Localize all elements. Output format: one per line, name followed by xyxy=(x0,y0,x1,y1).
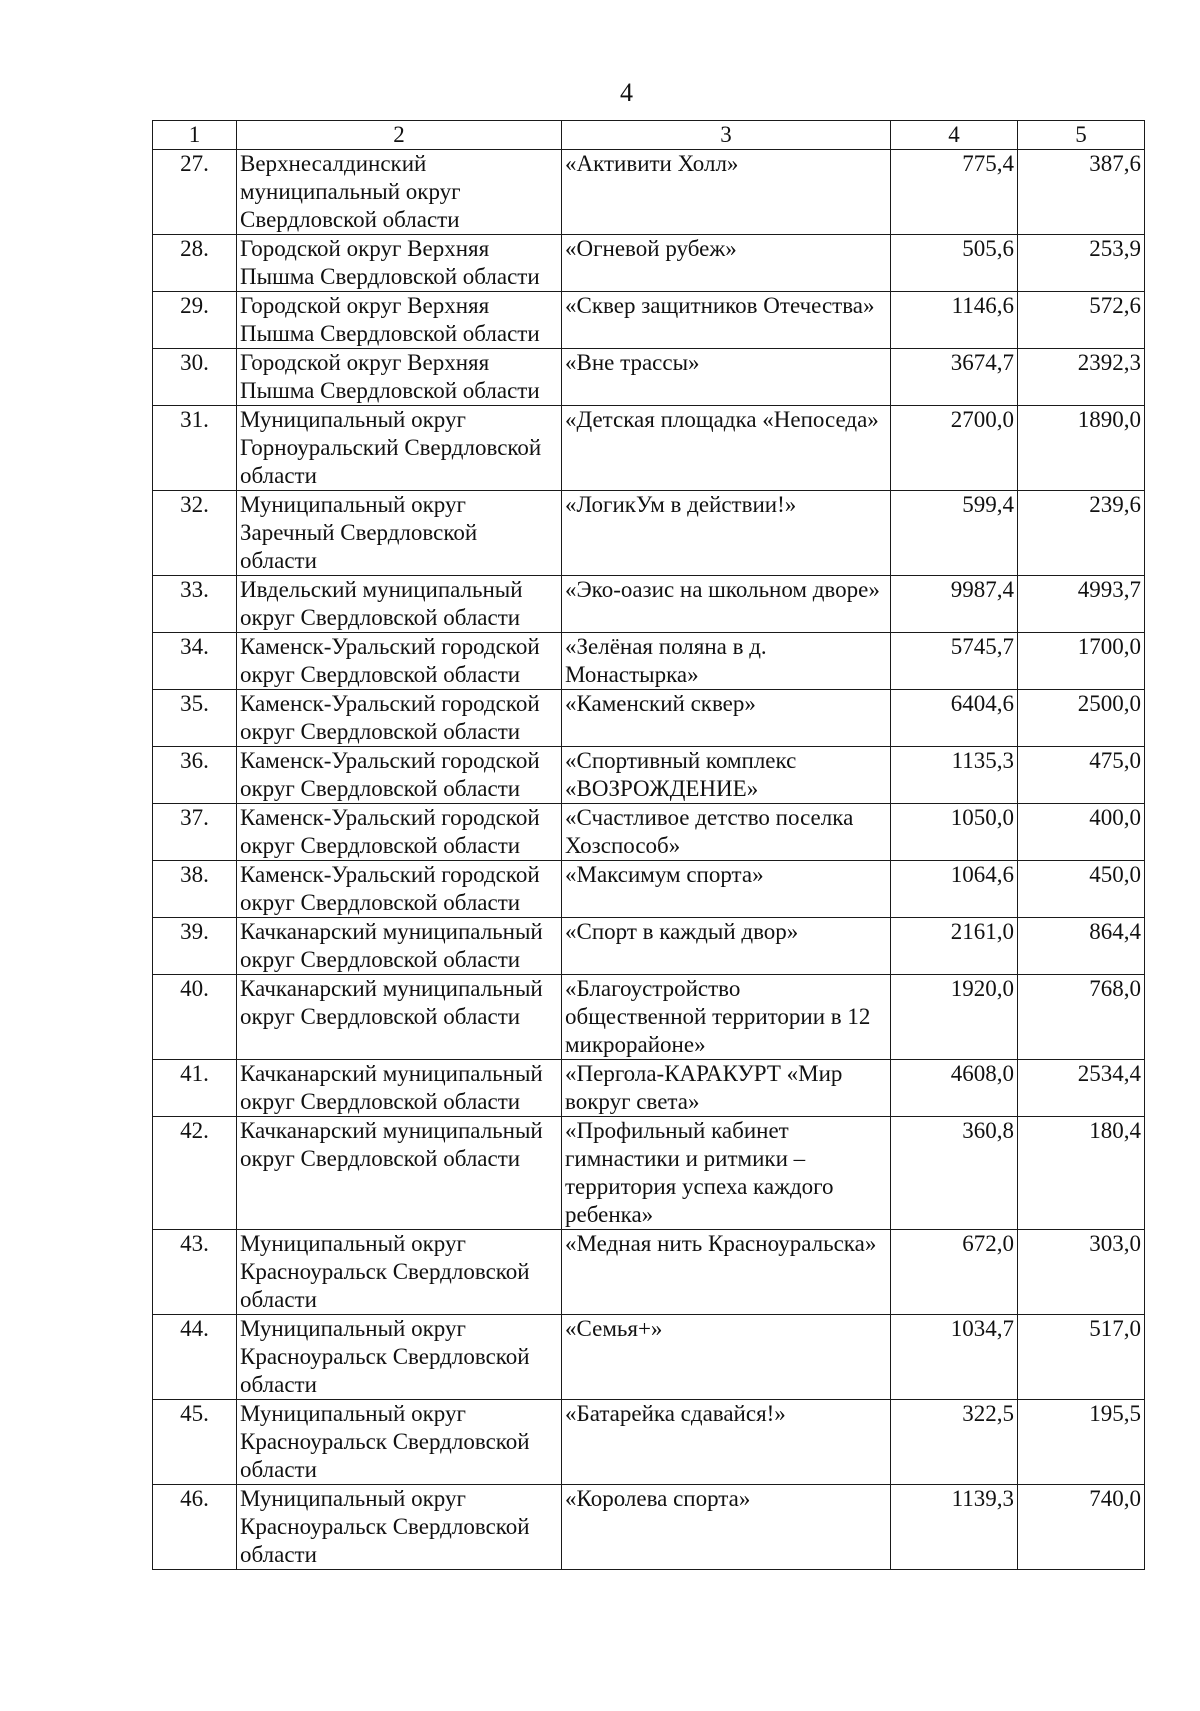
table-row xyxy=(153,1117,1145,1230)
value-col-5: 1700,0 xyxy=(1018,633,1145,690)
table-row xyxy=(153,690,1145,747)
value-col-5: 1890,0 xyxy=(1018,406,1145,491)
municipality-cell: Городской округ Верхняя Пышма Свердловской области xyxy=(237,235,562,292)
value-col-4: 599,4 xyxy=(891,491,1018,576)
row-number: 28. xyxy=(153,235,237,292)
header-row xyxy=(153,121,1145,150)
row-number: 33. xyxy=(153,576,237,633)
row-number: 41. xyxy=(153,1060,237,1117)
row-number: 36. xyxy=(153,747,237,804)
row-number: 37. xyxy=(153,804,237,861)
value-col-5: 475,0 xyxy=(1018,747,1145,804)
page-number: 4 xyxy=(620,78,633,107)
header-col-2: 2 xyxy=(237,121,562,150)
projects-table xyxy=(152,120,1145,1570)
header-col-3: 3 xyxy=(562,121,891,150)
table-row xyxy=(153,292,1145,349)
value-col-4: 322,5 xyxy=(891,1400,1018,1485)
value-col-5: 2534,4 xyxy=(1018,1060,1145,1117)
value-col-5: 2500,0 xyxy=(1018,690,1145,747)
row-number: 42. xyxy=(153,1117,237,1230)
municipality-cell: Качканарский муниципальный округ Свердловской области xyxy=(237,1117,562,1230)
table-header xyxy=(153,121,1145,150)
municipality-cell: Каменск-Уральский городской округ Свердловской области xyxy=(237,861,562,918)
value-col-4: 775,4 xyxy=(891,150,1018,235)
project-cell: «Счастливое детство поселка Хозспособ» xyxy=(562,804,891,861)
table-row xyxy=(153,576,1145,633)
value-col-4: 5745,7 xyxy=(891,633,1018,690)
value-col-4: 1064,6 xyxy=(891,861,1018,918)
municipality-cell: Качканарский муниципальный округ Свердловской области xyxy=(237,975,562,1060)
value-col-4: 2161,0 xyxy=(891,918,1018,975)
table-row xyxy=(153,349,1145,406)
table-row xyxy=(153,861,1145,918)
table-row xyxy=(153,804,1145,861)
row-number: 34. xyxy=(153,633,237,690)
row-number: 31. xyxy=(153,406,237,491)
project-cell: «Профильный кабинет гимнастики и ритмики – территория успеха каждого ребенка» xyxy=(562,1117,891,1230)
municipality-cell: Муниципальный округ Горноуральский Свердловской области xyxy=(237,406,562,491)
project-cell: «Вне трассы» xyxy=(562,349,891,406)
row-number: 38. xyxy=(153,861,237,918)
value-col-4: 672,0 xyxy=(891,1230,1018,1315)
project-cell: «Спортивный комплекс «ВОЗРОЖДЕНИЕ» xyxy=(562,747,891,804)
municipality-cell: Муниципальный округ Красноуральск Свердловской области xyxy=(237,1230,562,1315)
value-col-4: 1146,6 xyxy=(891,292,1018,349)
value-col-5: 400,0 xyxy=(1018,804,1145,861)
table-row xyxy=(153,747,1145,804)
municipality-cell: Каменск-Уральский городской округ Свердловской области xyxy=(237,804,562,861)
value-col-4: 1139,3 xyxy=(891,1485,1018,1570)
municipality-cell: Каменск-Уральский городской округ Свердловской области xyxy=(237,690,562,747)
value-col-4: 4608,0 xyxy=(891,1060,1018,1117)
municipality-cell: Муниципальный округ Красноуральск Свердловской области xyxy=(237,1400,562,1485)
row-number: 29. xyxy=(153,292,237,349)
table-row xyxy=(153,406,1145,491)
row-number: 44. xyxy=(153,1315,237,1400)
project-cell: «Пергола-КАРАКУРТ «Мир вокруг света» xyxy=(562,1060,891,1117)
row-number: 43. xyxy=(153,1230,237,1315)
row-number: 32. xyxy=(153,491,237,576)
municipality-cell: Качканарский муниципальный округ Свердловской области xyxy=(237,1060,562,1117)
project-cell: «Каменский сквер» xyxy=(562,690,891,747)
value-col-4: 1920,0 xyxy=(891,975,1018,1060)
value-col-5: 572,6 xyxy=(1018,292,1145,349)
municipality-cell: Муниципальный округ Заречный Свердловской области xyxy=(237,491,562,576)
table-row xyxy=(153,975,1145,1060)
value-col-4: 1135,3 xyxy=(891,747,1018,804)
table-row xyxy=(153,633,1145,690)
project-cell: «Семья+» xyxy=(562,1315,891,1400)
project-cell: «Огневой рубеж» xyxy=(562,235,891,292)
table-row xyxy=(153,491,1145,576)
municipality-cell: Ивдельский муниципальный округ Свердловской области xyxy=(237,576,562,633)
value-col-5: 303,0 xyxy=(1018,1230,1145,1315)
table-row xyxy=(153,1060,1145,1117)
project-cell: «Сквер защитников Отечества» xyxy=(562,292,891,349)
table-row xyxy=(153,1400,1145,1485)
project-cell: «Батарейка сдавайся!» xyxy=(562,1400,891,1485)
project-cell: «Спорт в каждый двор» xyxy=(562,918,891,975)
project-cell: «Медная нить Красноуральска» xyxy=(562,1230,891,1315)
table-row xyxy=(153,1315,1145,1400)
row-number: 30. xyxy=(153,349,237,406)
value-col-5: 239,6 xyxy=(1018,491,1145,576)
value-col-5: 4993,7 xyxy=(1018,576,1145,633)
row-number: 40. xyxy=(153,975,237,1060)
value-col-5: 253,9 xyxy=(1018,235,1145,292)
municipality-cell: Качканарский муниципальный округ Свердловской области xyxy=(237,918,562,975)
table-row xyxy=(153,1230,1145,1315)
project-cell: «Эко-оазис на школьном дворе» xyxy=(562,576,891,633)
project-cell: «Благоустройство общественной территории в 12 микрорайоне» xyxy=(562,975,891,1060)
municipality-cell: Муниципальный округ Красноуральск Свердловской области xyxy=(237,1485,562,1570)
value-col-5: 195,5 xyxy=(1018,1400,1145,1485)
value-col-4: 1050,0 xyxy=(891,804,1018,861)
municipality-cell: Каменск-Уральский городской округ Свердловской области xyxy=(237,747,562,804)
value-col-4: 360,8 xyxy=(891,1117,1018,1230)
municipality-cell: Верхнесалдинский муниципальный округ Свердловской области xyxy=(237,150,562,235)
value-col-4: 9987,4 xyxy=(891,576,1018,633)
header-col-1: 1 xyxy=(153,121,237,150)
project-cell: «ЛогикУм в действии!» xyxy=(562,491,891,576)
value-col-4: 3674,7 xyxy=(891,349,1018,406)
header-col-4: 4 xyxy=(891,121,1018,150)
row-number: 39. xyxy=(153,918,237,975)
value-col-5: 740,0 xyxy=(1018,1485,1145,1570)
header-col-5: 5 xyxy=(1018,121,1145,150)
project-cell: «Активити Холл» xyxy=(562,150,891,235)
municipality-cell: Городской округ Верхняя Пышма Свердловской области xyxy=(237,349,562,406)
table-row xyxy=(153,235,1145,292)
project-cell: «Королева спорта» xyxy=(562,1485,891,1570)
municipality-cell: Муниципальный округ Красноуральск Свердловской области xyxy=(237,1315,562,1400)
table-row xyxy=(153,1485,1145,1570)
value-col-5: 387,6 xyxy=(1018,150,1145,235)
value-col-4: 505,6 xyxy=(891,235,1018,292)
table-row xyxy=(153,918,1145,975)
row-number: 46. xyxy=(153,1485,237,1570)
municipality-cell: Каменск-Уральский городской округ Свердловской области xyxy=(237,633,562,690)
row-number: 35. xyxy=(153,690,237,747)
value-col-5: 2392,3 xyxy=(1018,349,1145,406)
table-body xyxy=(153,150,1145,1570)
value-col-5: 864,4 xyxy=(1018,918,1145,975)
value-col-5: 450,0 xyxy=(1018,861,1145,918)
row-number: 27. xyxy=(153,150,237,235)
value-col-4: 6404,6 xyxy=(891,690,1018,747)
row-number: 45. xyxy=(153,1400,237,1485)
project-cell: «Максимум спорта» xyxy=(562,861,891,918)
project-cell: «Детская площадка «Непоседа» xyxy=(562,406,891,491)
value-col-5: 517,0 xyxy=(1018,1315,1145,1400)
table-row xyxy=(153,150,1145,235)
project-cell: «Зелёная поляна в д. Монастырка» xyxy=(562,633,891,690)
value-col-5: 768,0 xyxy=(1018,975,1145,1060)
municipality-cell: Городской округ Верхняя Пышма Свердловской области xyxy=(237,292,562,349)
value-col-5: 180,4 xyxy=(1018,1117,1145,1230)
value-col-4: 1034,7 xyxy=(891,1315,1018,1400)
value-col-4: 2700,0 xyxy=(891,406,1018,491)
